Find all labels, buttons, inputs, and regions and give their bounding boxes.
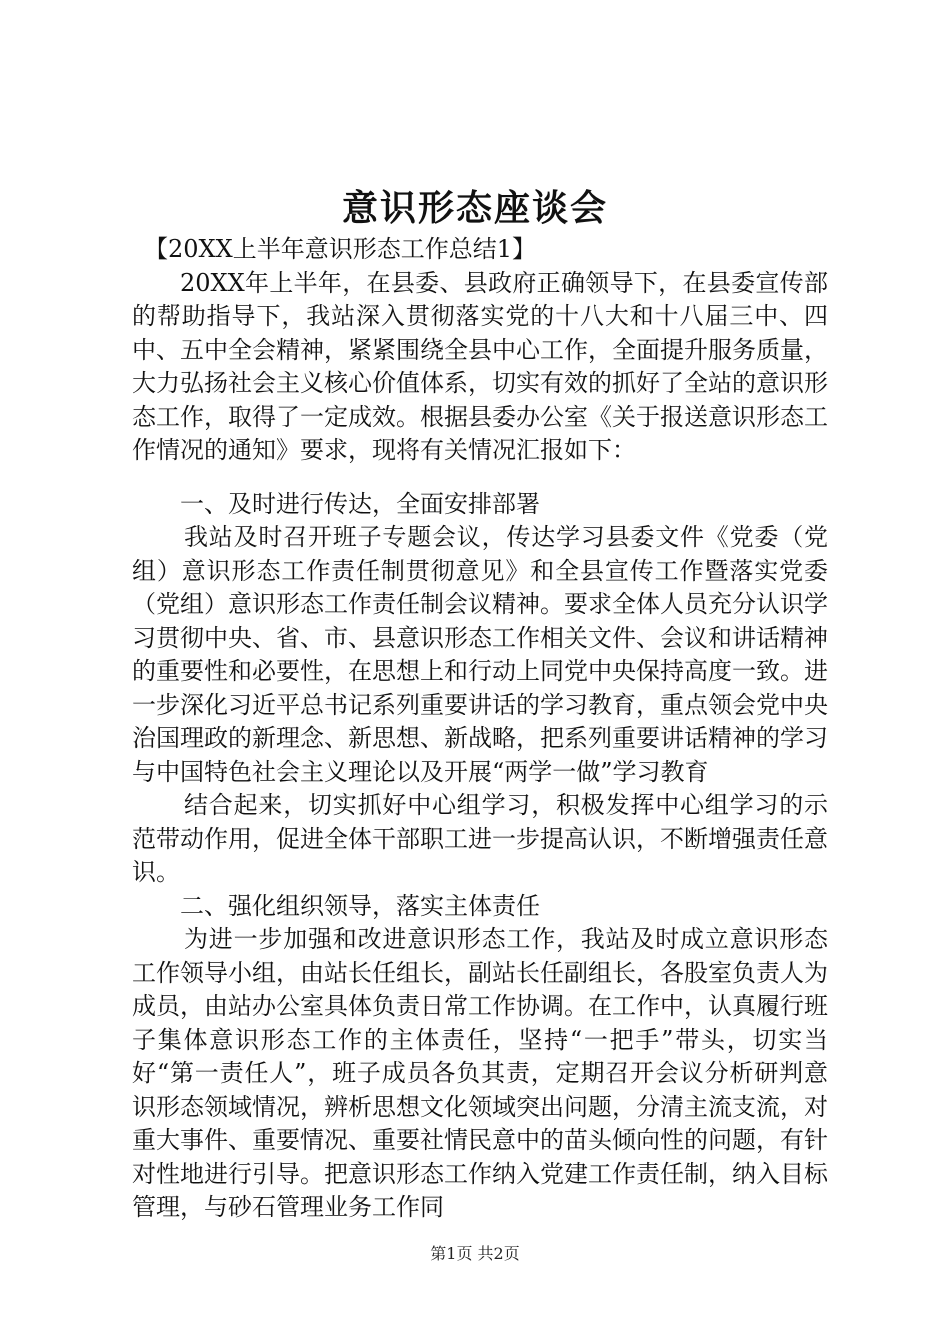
section-heading-2: 二、强化组织领导，落实主体责任 xyxy=(180,891,540,920)
document-title: 意识形态座谈会 xyxy=(341,187,608,229)
document-body xyxy=(132,233,828,1225)
paragraph-section-2: 为进一步加强和改进意识形态工作，我站及时成立意识形态工作领导小组，由站长任组长，副站长任副组长，各股室负责人为成员，由站办公室具体负责日常工作协调。在工作中，认真履行班子集体意识形态工作的主体责任，坚持“一把手”带头，切实当好“第一责任人”，班子成员各负其责，定期召开会议分析研判意识形态领域情况，辨析思想文化领域突出问题，分清主流支流，对重大事件、重要情况、重要社情民意中的苗头倾向性的问题，有针对性地进行引导。把意识形态工作纳入党建工作责任制，纳入目标管理，与砂石管理业务工作同 xyxy=(132,925,828,1221)
paragraph-gap xyxy=(132,468,828,488)
section-heading-1: 一、及时进行传达，全面安排部署 xyxy=(180,489,540,518)
paragraph-intro: 20XX年上半年，在县委、县政府正确领导下，在县委宣传部的帮助指导下，我站深入贯彻落实党的十八大和十八届三中、四中、五中全会精神，紧紧围绕全县中心工作，全面提升服务质量，大力弘扬社会主义核心价值体系，切实有效的抓好了全站的意识形态工作，取得了一定成效。根据县委办公室《关于报送意识形态工作情况的通知》要求，现将有关情况汇报如下： xyxy=(132,268,828,464)
subtitle: 【20XX上半年意识形态工作总结1】 xyxy=(144,235,536,263)
paragraph-section-1-continued: 结合起来，切实抓好中心组学习，积极发挥中心组学习的示范带动作用，促进全体干部职工进一步提高认识，不断增强责任意识。 xyxy=(132,791,828,886)
page-number: 第1页 共2页 xyxy=(430,1244,520,1263)
paragraph-section-1: 我站及时召开班子专题会议，传达学习县委文件《党委（党组）意识形态工作责任制贯彻意见》和全县宣传工作暨落实党委（党组）意识形态工作责任制会议精神。要求全体人员充分认识学习贯彻中央、省、市、县意识形态工作相关文件、会议和讲话精神的重要性和必要性，在思想上和行动上同党中央保持高度一致。进一步深化习近平总书记系列重要讲话的学习教育，重点领会党中央治国理政的新理念、新思想、新战略，把系列重要讲话精神的学习与中国特色社会主义理论以及开展“两学一做”学习教育 xyxy=(132,523,828,786)
